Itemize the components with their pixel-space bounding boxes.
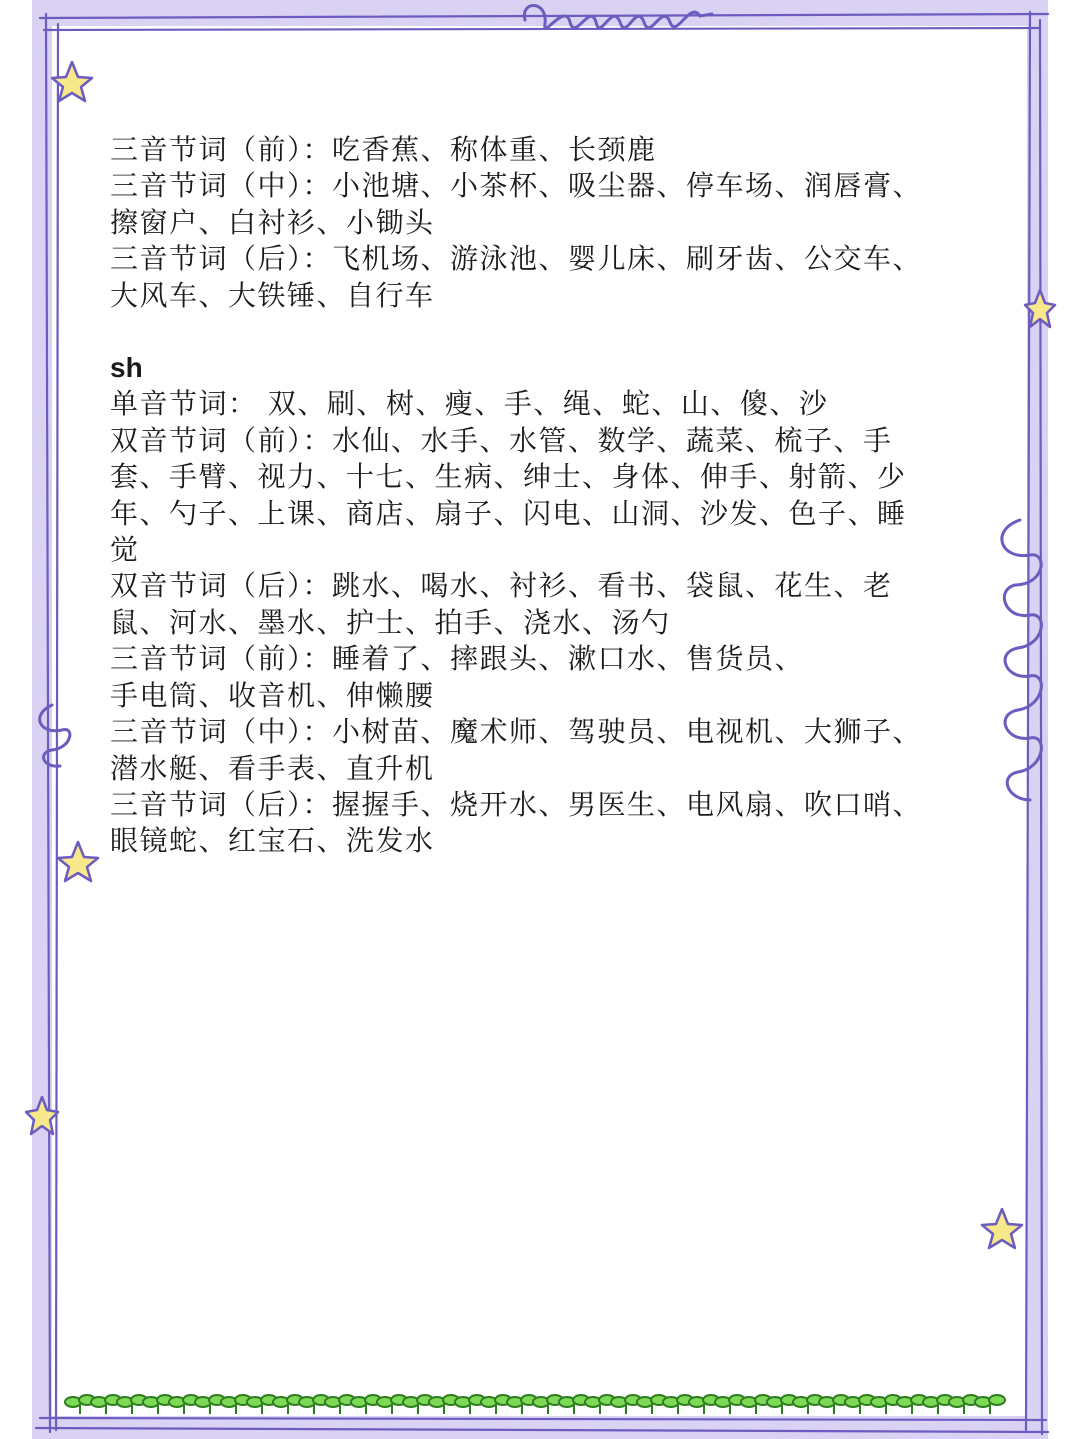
text-line: 三音节词（中）：小树苗、魔术师、驾驶员、电视机、大狮子、 bbox=[110, 715, 923, 749]
text-line: 套、手臂、视力、十七、生病、绅士、身体、伸手、射箭、少 bbox=[110, 460, 907, 494]
text-line: 三音节词（前）：吃香蕉、称体重、长颈鹿 bbox=[110, 133, 657, 166]
text-line: 单音节词： 双、刷、树、瘦、手、绳、蛇、山、傻、沙 bbox=[110, 387, 829, 421]
text-line: 双音节词（后）：跳水、喝水、衬衫、看书、袋鼠、花生、老 bbox=[110, 569, 893, 603]
right-margin bbox=[1048, 0, 1080, 1439]
text-line: 潜水艇、看手表、直升机 bbox=[110, 751, 435, 785]
text-line: 双音节词（前）：水仙、水手、水管、数学、蔬菜、梳子、手 bbox=[110, 423, 893, 457]
section-heading-sh: sh bbox=[110, 352, 143, 384]
text-line: 年、勺子、上课、商店、扇子、闪电、山洞、沙发、色子、睡 bbox=[110, 496, 907, 530]
text-line: 擦窗户、白衬衫、小锄头 bbox=[110, 205, 435, 239]
text-line: 三音节词（前）：睡着了、摔跟头、漱口水、售货员、 bbox=[110, 642, 805, 676]
text-line: 手电筒、收音机、伸懒腰 bbox=[110, 678, 435, 712]
text-line: 眼镜蛇、红宝石、洗发水 bbox=[110, 824, 435, 858]
text-line: 三音节词（中）：小池塘、小茶杯、吸尘器、停车场、润唇膏、 bbox=[110, 169, 923, 203]
text-line: 三音节词（后）：飞机场、游泳池、婴儿床、刷牙齿、公交车、 bbox=[110, 242, 923, 276]
text-line: 大风车、大铁锤、自行车 bbox=[110, 278, 435, 312]
text-line: 三音节词（后）：握握手、烧开水、男医生、电风扇、吹口哨、 bbox=[110, 787, 923, 821]
left-margin bbox=[0, 0, 32, 1439]
text-line: 鼠、河水、墨水、护士、拍手、浇水、汤勺 bbox=[110, 605, 671, 639]
text-line: 觉 bbox=[110, 533, 140, 567]
word-list bbox=[110, 132, 960, 860]
